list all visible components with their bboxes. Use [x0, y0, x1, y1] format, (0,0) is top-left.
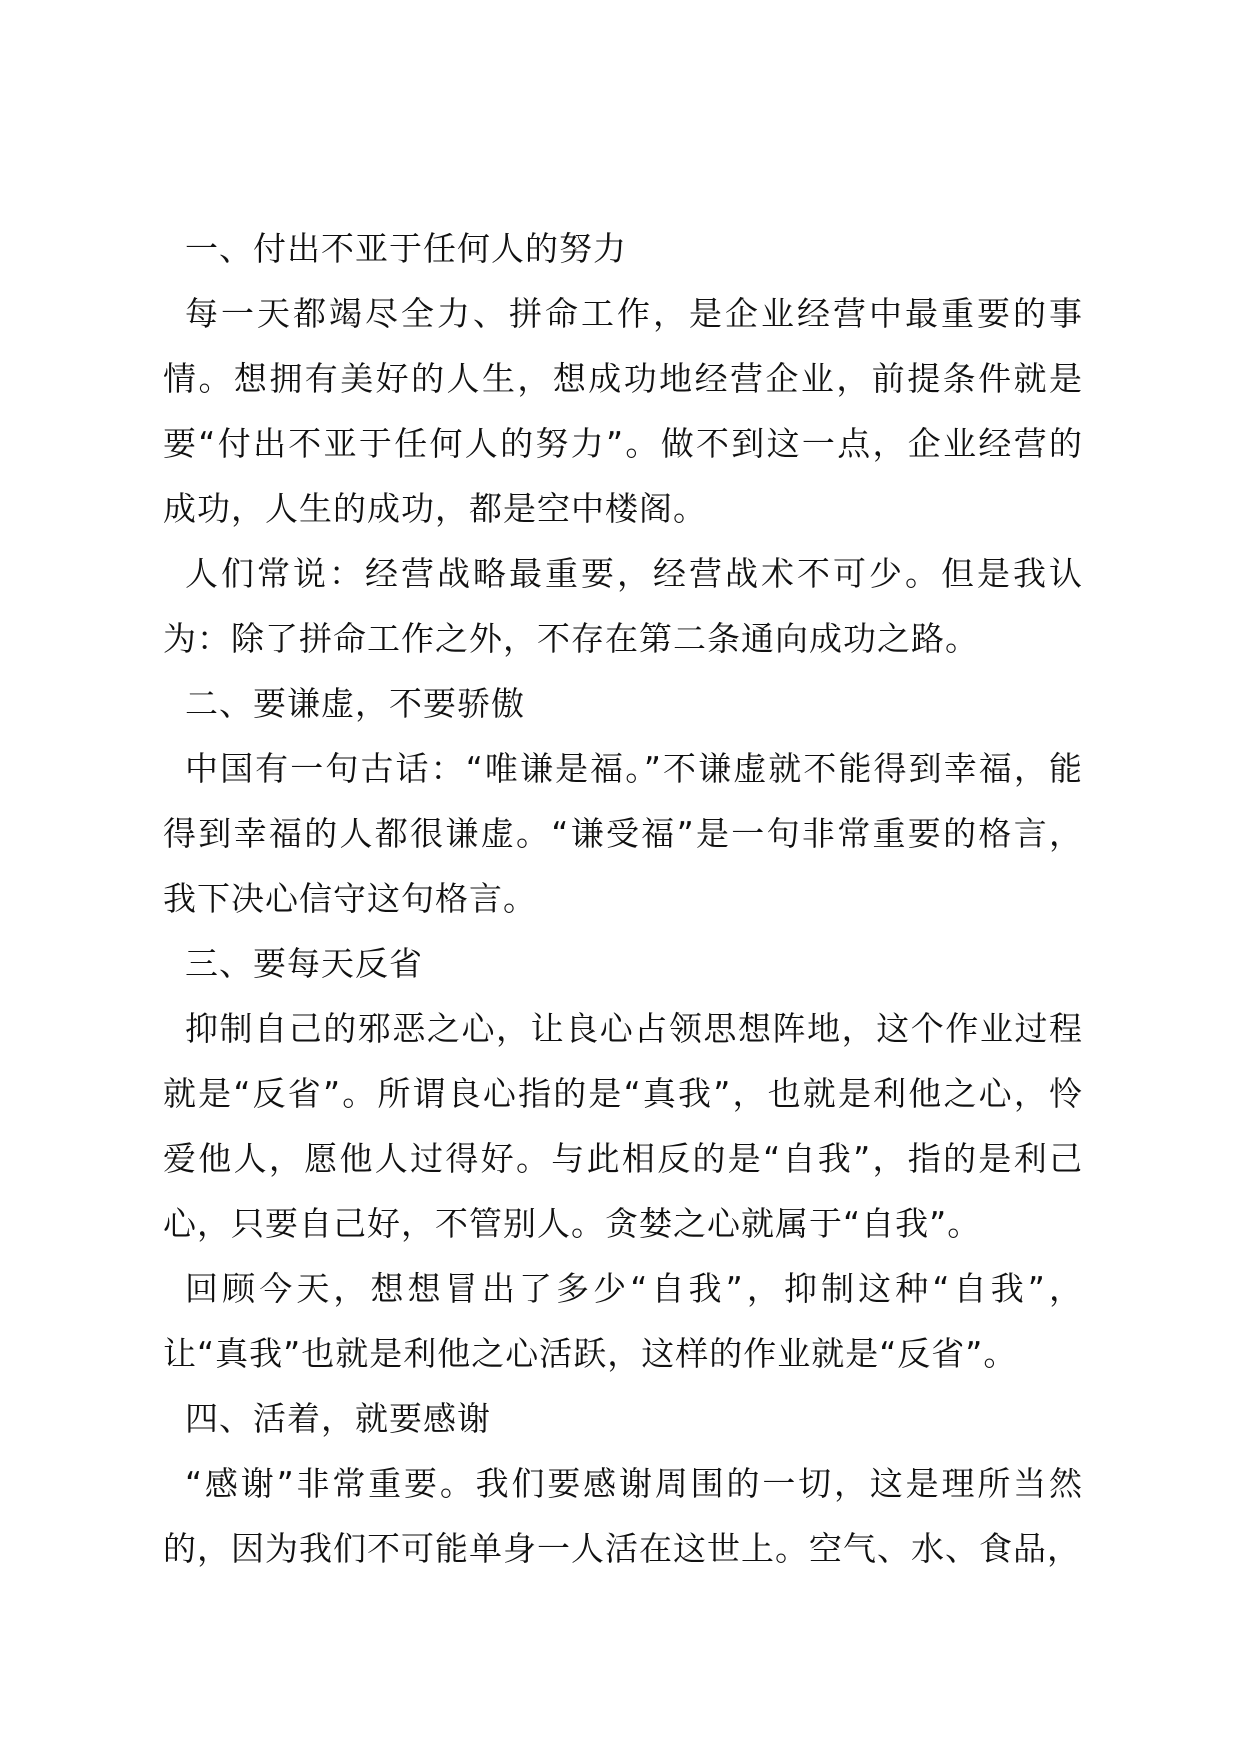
- paragraph-5: 回顾今天，想想冒出了多少“自我”，抑制这种“自我”，让“真我”也就是利他之心活跃，这样的作业就是“反省”。: [163, 1269, 1083, 1373]
- section-heading-3: 三、要每天反省: [185, 944, 423, 983]
- paragraph-3: 中国有一句古话：“唯谦是福。”不谦虚就不能得到幸福，能得到幸福的人都很谦虚。“谦受福”是一句非常重要的格言，我下决心信守这句格言。: [163, 749, 1083, 918]
- section-heading-4: 四、活着，就要感谢: [185, 1399, 491, 1438]
- paragraph-6: “感谢”非常重要。我们要感谢周围的一切，这是理所当然的，因为我们不可能单身一人活在这世上。空气、水、食品，: [163, 1464, 1083, 1568]
- section-heading-1: 一、付出不亚于任何人的努力: [185, 229, 627, 268]
- paragraph-2: 人们常说：经营战略最重要，经营战术不可少。但是我认为：除了拼命工作之外，不存在第二条通向成功之路。: [163, 554, 1083, 658]
- paragraph-4: 抑制自己的邪恶之心，让良心占领思想阵地，这个作业过程就是“反省”。所谓良心指的是“真我”，也就是利他之心，怜爱他人，愿他人过得好。与此相反的是“自我”，指的是利己心，只要自己好，不管别人。贪婪之心就属于“自我”。: [163, 1009, 1083, 1243]
- paragraph-1: 每一天都竭尽全力、拼命工作，是企业经营中最重要的事情。想拥有美好的人生，想成功地经营企业，前提条件就是要“付出不亚于任何人的努力”。做不到这一点，企业经营的成功，人生的成功，都是空中楼阁。: [163, 294, 1083, 528]
- document-body: [163, 216, 1083, 1581]
- section-heading-2: 二、要谦虚，不要骄傲: [185, 684, 525, 723]
